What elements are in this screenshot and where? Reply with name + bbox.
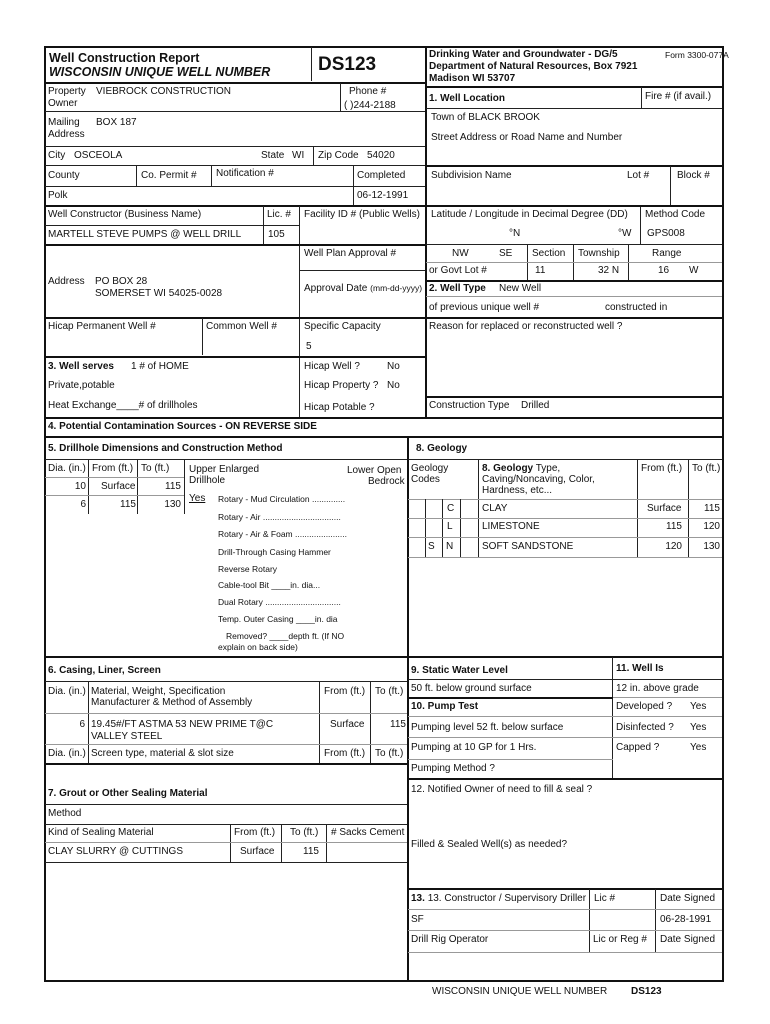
lower-open-label: Lower Open	[347, 465, 402, 476]
construction-type-value: Drilled	[521, 400, 550, 411]
casing-material-label-2: Manufacturer & Method of Assembly	[91, 697, 253, 708]
homes-served: 1 # of HOME	[131, 361, 189, 372]
sealing-kind-value: CLAY SLURRY @ CUTTINGS	[48, 846, 183, 857]
pumping-level: Pumping level 52 ft. below surface	[411, 722, 564, 733]
agency-line-3: Madison WI 53707	[429, 73, 516, 84]
method-casing-hammer: Drill-Through Casing Hammer	[218, 547, 331, 557]
owner-value: VIEBROCK CONSTRUCTION	[96, 86, 232, 97]
agency-line-2: Department of Natural Resources, Box 7921	[429, 61, 638, 72]
hicap-property-label: Hicap Property ?	[304, 380, 379, 391]
phone-value: ( )244-2188	[344, 100, 396, 111]
common-well-label: Common Well #	[206, 321, 277, 332]
disinfected-value: Yes	[690, 722, 707, 733]
upper-enlarged-label: Upper Enlarged	[189, 464, 260, 475]
date-signed-value: 06-28-1991	[660, 914, 712, 925]
geology-to-label: To (ft.)	[692, 463, 721, 474]
drill-operator-label: Drill Rig Operator	[411, 934, 489, 945]
heat-exchange-label: Heat Exchange____# of drillholes	[48, 400, 198, 411]
specific-capacity-label: Specific Capacity	[304, 321, 381, 332]
previous-well-label: of previous unique well #	[429, 302, 540, 313]
geology-row-2-from: 115	[666, 521, 682, 532]
contamination-heading: 4. Potential Contamination Sources - ON REVERSE SIDE	[48, 421, 317, 432]
disinfected-label: Disinfected ?	[616, 722, 674, 733]
screen-to-label: To (ft.)	[375, 748, 404, 759]
supervisor-label: 13. 13. Constructor / Supervisory Driller	[411, 893, 587, 904]
completed-label: Completed	[357, 170, 406, 181]
screen-from-label: From (ft.)	[324, 748, 366, 759]
hicap-property-value: No	[387, 380, 400, 391]
address-label-2: Address	[48, 276, 85, 287]
frame-bottom	[44, 980, 724, 982]
method-yes: Yes	[189, 493, 206, 504]
method-reverse-rotary: Reverse Rotary	[218, 564, 278, 574]
method-air-rotary: Rotary - Air .................................	[218, 512, 341, 522]
geology-row-3-code-1: S	[428, 541, 435, 552]
completed-value: 06-12-1991	[357, 190, 409, 201]
notification-label: Notification #	[216, 168, 274, 179]
report-subtitle: WISCONSIN UNIQUE WELL NUMBER	[49, 65, 271, 79]
geology-row-1-code: C	[447, 503, 455, 514]
drillhole-heading: 5. Drillhole Dimensions and Construction Method	[48, 443, 283, 454]
geology-type-label: 8. Geology Type,	[482, 463, 561, 474]
mailing-value: BOX 187	[96, 117, 137, 128]
state-value: WI	[292, 150, 305, 161]
drill-row-1-dia: 10	[74, 481, 86, 492]
grout-from-value: Surface	[240, 846, 275, 857]
casing-to-label: To (ft.)	[375, 686, 404, 697]
county-label: County	[48, 170, 80, 181]
bedrock-label: Bedrock	[368, 476, 405, 487]
subdivision-label: Subdivision Name	[431, 170, 512, 181]
township-value: 32 N	[598, 265, 620, 276]
facility-label: Facility ID # (Public Wells)	[304, 209, 420, 220]
method-code-label: Method Code	[645, 209, 706, 220]
drill-row-2-to: 130	[164, 499, 181, 510]
property-label: Property	[48, 86, 86, 97]
grout-to-label: To (ft.)	[290, 827, 319, 838]
hicap-well-label: Hicap Well ?	[304, 361, 360, 372]
geology-row-1-from: Surface	[647, 503, 682, 514]
block-label: Block #	[677, 170, 710, 181]
constructor-name: MARTELL STEVE PUMPS @ WELL DRILL	[48, 229, 242, 240]
casing-to-value: 115	[390, 719, 406, 730]
plan-approval-label: Well Plan Approval #	[304, 248, 397, 259]
date-signed-label-2: Date Signed	[660, 934, 716, 945]
city-value: OSCEOLA	[74, 150, 123, 161]
geology-heading: 8. Geology	[416, 443, 468, 454]
well-location-heading: 1. Well Location	[429, 93, 505, 104]
county-value: Polk	[48, 190, 68, 201]
casing-material-value-1: 19.45#/FT ASTMA 53 NEW PRIME T@C	[91, 719, 274, 730]
geology-codes-label-1: Geology	[411, 463, 449, 474]
geology-row-1-to: 115	[704, 503, 720, 514]
hicap-well-value: No	[387, 361, 400, 372]
nw-label: NW	[452, 248, 469, 259]
geology-codes-label-2: Codes	[411, 474, 440, 485]
geology-row-3-code-2: N	[446, 541, 454, 552]
drill-row-1-to: 115	[165, 481, 181, 492]
latlong-label: Latitude / Longitude in Decimal Degree (DD)	[431, 209, 628, 220]
date-signed-label: Date Signed	[660, 893, 716, 904]
report-title: Well Construction Report	[49, 51, 200, 65]
capped-label: Capped ?	[616, 742, 660, 753]
govt-lot-label: or Govt Lot #	[429, 265, 487, 276]
screen-dia-label: Dia. (in.)	[48, 748, 86, 759]
drill-from-label: From (ft.)	[92, 463, 134, 474]
footer-well-number: DS123	[631, 986, 662, 997]
method-air-foam: Rotary - Air & Foam ......................	[218, 529, 347, 539]
city-label: City	[48, 150, 66, 161]
frame-right	[722, 46, 724, 982]
static-water-value: 50 ft. below ground surface	[411, 683, 532, 694]
developed-value: Yes	[690, 701, 707, 712]
divider-mid	[407, 437, 409, 657]
reason-label: Reason for replaced or reconstructed well ?	[429, 321, 623, 332]
township-label: Township	[578, 248, 620, 259]
method-mud-rotary: Rotary - Mud Circulation ..............	[218, 494, 346, 504]
sign-license-label: Lic #	[594, 893, 616, 904]
drill-row-2-from: 115	[120, 499, 136, 510]
fire-label: Fire # (if avail.)	[645, 91, 712, 102]
range-label: Range	[652, 248, 682, 259]
grout-heading: 7. Grout or Other Sealing Material	[48, 788, 208, 799]
form-number: Form 3300-077A	[665, 50, 729, 60]
footer-label: WISCONSIN UNIQUE WELL NUMBER	[432, 986, 608, 997]
license-reg-label: Lic or Reg #	[593, 934, 647, 945]
se-label: SE	[499, 248, 513, 259]
grout-from-label: From (ft.)	[234, 827, 276, 838]
geology-row-1-desc: CLAY	[482, 503, 508, 514]
filled-sealed-label: Filled & Sealed Well(s) as needed?	[411, 839, 568, 850]
permit-label: Co. Permit #	[141, 170, 197, 181]
geology-row-3-from: 120	[665, 541, 682, 552]
method-removed: Removed? ____depth ft. (If NO	[226, 631, 345, 641]
constructed-in-label: constructed in	[605, 302, 668, 313]
geology-row-2-code: L	[447, 521, 453, 532]
grout-method-label: Method	[48, 808, 82, 819]
approval-date-label: Approval Date (mm-dd-yyyy)	[304, 283, 423, 294]
unique-well-number: DS123	[318, 54, 377, 75]
drill-row-2-dia: 6	[80, 499, 86, 510]
well-type-heading: 2. Well Type	[429, 283, 486, 294]
method-cable-tool: Cable-tool Bit ____in. dia...	[218, 580, 321, 590]
well-type-value: New Well	[499, 283, 542, 294]
range-value: 16	[658, 265, 670, 276]
construction-type-label: Construction Type	[429, 400, 510, 411]
specific-capacity-value: 5	[306, 341, 312, 352]
range-direction: W	[689, 265, 699, 276]
agency-line-1: Drinking Water and Groundwater - DG/5	[429, 49, 618, 60]
capped-value: Yes	[690, 742, 707, 753]
drill-row-1-from: Surface	[101, 481, 136, 492]
supervisor-value: SF	[411, 914, 424, 925]
hicap-permanent-label: Hicap Permanent Well #	[48, 321, 156, 332]
notified-owner-label: 12. Notified Owner of need to fill & seal ?	[411, 784, 593, 795]
section-label: Section	[532, 248, 566, 259]
latitude-n: °N	[509, 228, 521, 239]
method-temp-casing: Temp. Outer Casing ____in. dia	[218, 614, 338, 624]
owner-label: Owner	[48, 98, 78, 109]
drill-dia-label: Dia. (in.)	[48, 463, 86, 474]
pump-test-heading: 10. Pump Test	[411, 701, 479, 712]
well-serves-heading: 3. Well serves	[48, 361, 114, 372]
method-dual-rotary: Dual Rotary ................................	[218, 597, 341, 607]
casing-from-label: From (ft.)	[324, 686, 366, 697]
pumping-rate: Pumping at 10 GP for 1 Hrs.	[411, 742, 537, 753]
geology-row-3-desc: SOFT SANDSTONE	[482, 541, 574, 552]
well-is-heading: 11. Well Is	[616, 663, 664, 674]
sacks-cement-label: # Sacks Cement	[331, 827, 405, 838]
casing-material-label-1: Material, Weight, Specification	[91, 686, 226, 697]
grout-to-value: 115	[303, 846, 319, 857]
lot-label: Lot #	[627, 170, 650, 181]
screen-type-label: Screen type, material & slot size	[91, 748, 234, 759]
geology-row-2-desc: LIMESTONE	[482, 521, 540, 532]
geology-row-3-to: 130	[703, 541, 720, 552]
constructor-address-2: SOMERSET WI 54025-0028	[95, 288, 223, 299]
license-value: 105	[268, 229, 285, 240]
pumping-method-label: Pumping Method ?	[411, 763, 495, 774]
casing-heading: 6. Casing, Liner, Screen	[48, 665, 161, 676]
state-label: State	[261, 150, 285, 161]
well-use: Private,potable	[48, 380, 115, 391]
longitude-w: °W	[618, 228, 632, 239]
constructor-label: Well Constructor (Business Name)	[48, 209, 202, 220]
geology-type-label-2: Caving/Noncaving, Color,	[482, 474, 595, 485]
zip-value: 54020	[367, 150, 395, 161]
street-label: Street Address or Road Name and Number	[431, 132, 623, 143]
casing-dia-label: Dia. (in.)	[48, 686, 86, 697]
zip-label: Zip Code	[318, 150, 359, 161]
section-value: 11	[535, 265, 546, 276]
geology-row-2-to: 120	[703, 521, 720, 532]
divider-top	[425, 46, 427, 418]
casing-dia-value: 6	[79, 719, 85, 730]
constructor-address-1: PO BOX 28	[95, 276, 148, 287]
geology-from-label: From (ft.)	[641, 463, 683, 474]
frame-top	[44, 46, 724, 48]
developed-label: Developed ?	[616, 701, 673, 712]
phone-label: Phone #	[349, 86, 387, 97]
mailing-label: Mailing	[48, 117, 80, 128]
town-value: Town of BLACK BROOK	[431, 112, 540, 123]
address-label: Address	[48, 129, 85, 140]
divider-bottom	[407, 657, 409, 980]
casing-material-value-2: VALLEY STEEL	[91, 731, 163, 742]
license-label: Lic. #	[267, 209, 291, 220]
well-is-value: 12 in. above grade	[616, 683, 699, 694]
method-code-value: GPS008	[647, 228, 685, 239]
sealing-kind-label: Kind of Sealing Material	[48, 827, 154, 838]
geology-type-label-3: Hardness, etc...	[482, 485, 553, 496]
casing-from-value: Surface	[330, 719, 365, 730]
static-water-heading: 9. Static Water Level	[411, 665, 508, 676]
method-explain: explain on back side)	[218, 642, 298, 652]
hicap-potable-label: Hicap Potable ?	[304, 402, 375, 413]
drillhole-label: Drillhole	[189, 475, 226, 486]
drill-to-label: To (ft.)	[141, 463, 170, 474]
